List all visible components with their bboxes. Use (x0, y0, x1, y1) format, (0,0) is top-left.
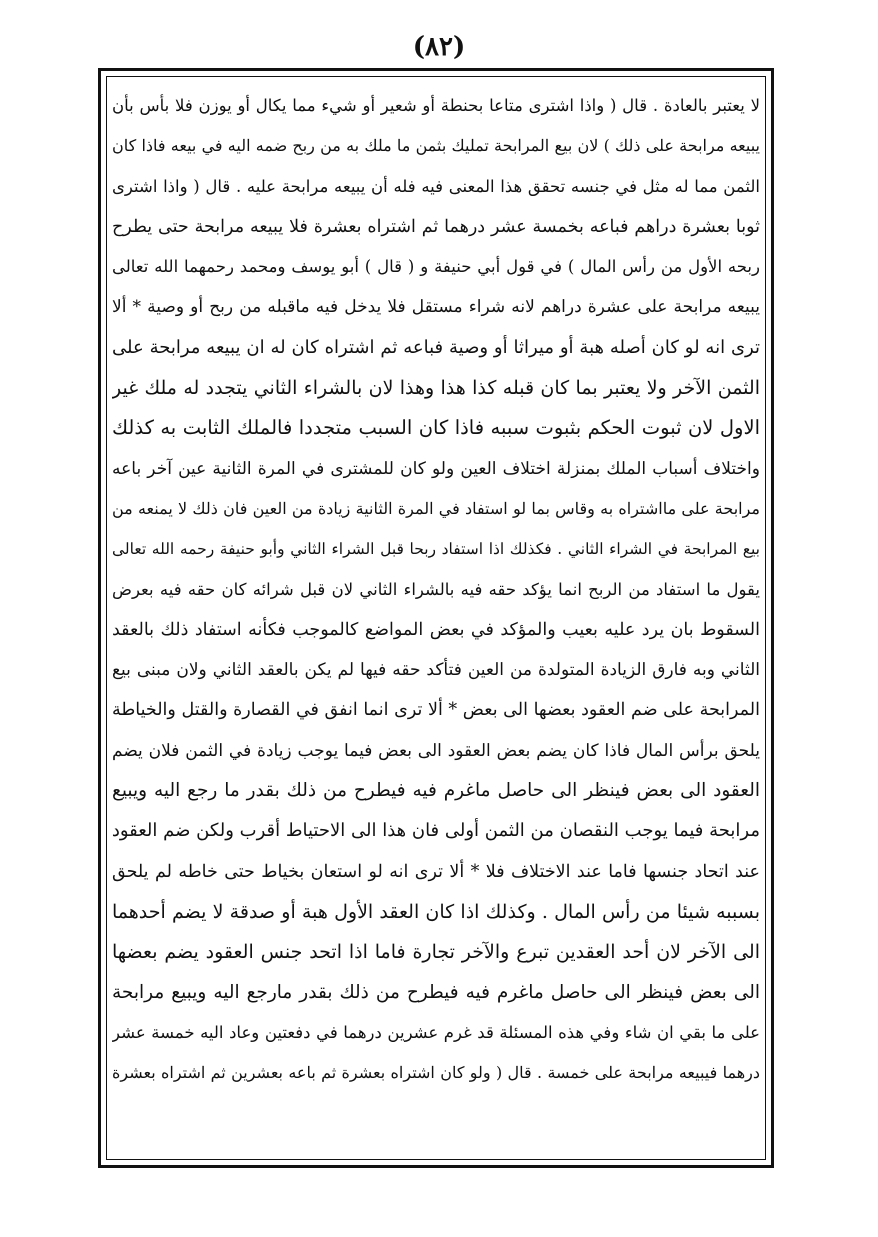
text-line: ترى انه لو كان أصله هبة أو ميراثا أو وصية فباعه ثم اشتراه كان له ان يبيعه مرابحة على (112, 336, 760, 358)
text-line: ربحه الأول من رأس المال ) في قول أبي حنيفة و ( قال ) أبو يوسف ومحمد رحمهما الله تعالى (112, 257, 760, 277)
text-line: يلحق برأس المال فاذا كان يضم بعض العقود الى بعض فيما يوجب زيادة في الثمن فلان يضم (112, 740, 760, 761)
text-line: عند اتحاد جنسها فاما عند الاختلاف فلا * ألا ترى انه لو استعان بخياط حتى خاطه لم يلحق (112, 861, 760, 882)
text-line: واختلاف أسباب الملك بمنزلة اختلاف العين ولو كان للمشترى في المرة الثانية عين آخر باعه (112, 458, 760, 479)
page-number: (٨٢) (412, 32, 466, 62)
text-line: على ما بقي ان شاء وفي هذه المسئلة قد غرم عشرين درهما في دفعتين وعاد اليه خمسة عشر (112, 1022, 760, 1042)
text-line: الثمن الآخر ولا يعتبر بما كان قبله كذا هذا وهذا لان بالشراء الثاني يتجدد له ملك غير (112, 377, 760, 400)
text-line: السقوط بان يرد عليه بعيب والمؤكد في بعض المواضع كالموجب فكأنه استفاد ذلك بالعقد (112, 619, 760, 640)
text-line: مرابحة على مااشتراه به وقاس بما لو استفاد في المرة الثانية زيادة من العين فان ذلك لا يمنعه من (112, 498, 760, 518)
text-line: بسببه شيئا من رأس المال . وكذلك اذا كان العقد الأول هبة أو صدقة لا يضم أحدهما (112, 900, 760, 923)
text-line: مرابحة فيما يوجب النقصان من الثمن أولى فان هذا الى الاحتياط أقرب ولكن ضم العقود (112, 820, 760, 842)
text-line: المرابحة على ضم العقود بعضها الى بعض * ألا ترى انما انفق في القصارة والقتل والخياطة (112, 700, 760, 721)
text-line: الى بعض فينظر الى حاصل ماغرم فيه فيطرح من ذلك بقدر مارجع اليه ويبيع مرابحة (112, 981, 760, 1003)
text-line: يبيعه مرابحة على عشرة دراهم لانه شراء مستقل فلا يدخل فيه ماقبله من ربح أو وصية * ألا (112, 297, 760, 318)
text-line: الثاني وبه فارق الزيادة المتولدة من العين فتأكد حقه فيها لم يكن بالعقد الثاني ولان مبنى بيع (112, 660, 760, 681)
text-line: درهما فيبيعه مرابحة على خمسة . قال ( ولو كان اشتراه بعشرة ثم باعه بعشرين ثم اشتراه بعشرة (112, 1063, 760, 1083)
text-line: لا يعتبر بالعادة . قال ( واذا اشترى متاعا بحنطة أو شعير أو شيء مما يكال أو يوزن فلا بأس بأن (112, 96, 760, 115)
text-line: الى الآخر لان أحد العقدين تبرع والآخر تجارة فاما اذا اتحد جنس العقود يضم بعضها (112, 941, 760, 964)
text-line: يقول ما استفاد من الربح انما يؤكد حقه فيه بالشراء الثاني لان قبل شرائه كان حقه فيه بعرض (112, 579, 760, 599)
text-line: الاول لان ثبوت الحكم بثبوت سببه فاذا كان السبب متجددا فالملك الثابت به كذلك (112, 416, 760, 440)
text-line: بيع المرابحة في الشراء الثاني . فكذلك اذا استفاد ربحا قبل الشراء الثاني وأبو حنيفة رحمه الله تعالى (112, 540, 760, 559)
text-line: ثوبا بعشرة دراهم فباعه بخمسة عشر درهما ثم اشتراه بعشرة فلا يبيعه مرابحة حتى يطرح (112, 216, 760, 237)
main-text-block (112, 86, 760, 1093)
text-line: العقود الى بعض فينظر الى حاصل ماغرم فيه فيطرح من ذلك بقدر ما رجع اليه ويبيع (112, 780, 760, 802)
text-line: الثمن مما له مثل في جنسه تحقق هذا المعنى فيه فله أن يبيعه مرابحة عليه . قال ( واذا اشترى (112, 176, 760, 196)
text-line: يبيعه مرابحة على ذلك ) لان بيع المرابحة تمليك بثمن ما ملك به من ربح ضمه اليه في بيعه فاذا كان (112, 136, 760, 156)
